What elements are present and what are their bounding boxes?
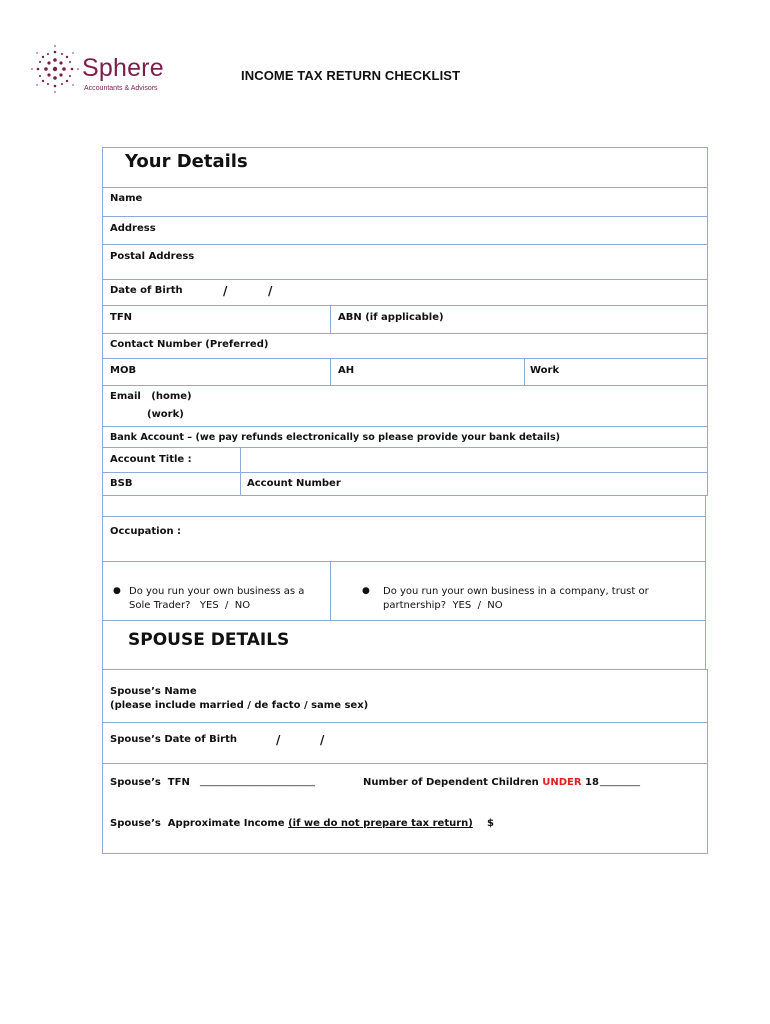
- company-answer: partnership? YES / NO: [383, 600, 503, 611]
- dependents-blank: ________: [600, 776, 640, 787]
- contact-label: Contact Number (Preferred): [110, 339, 269, 350]
- tfn-label: TFN: [110, 312, 133, 323]
- ah-label: AH: [338, 365, 355, 376]
- mob-label: MOB: [110, 365, 137, 376]
- spouse-dob-label: Spouse’s Date of Birth: [110, 734, 237, 745]
- page-title: INCOME TAX RETURN CHECKLIST: [241, 68, 461, 83]
- account-title-label: Account Title :: [110, 454, 192, 465]
- spouse-details-heading: SPOUSE DETAILS: [128, 630, 290, 650]
- postal-address-label: Postal Address: [110, 251, 195, 262]
- spouse-tfn-label: Spouse’s TFN: [110, 777, 190, 788]
- sphere-dots-icon: [30, 44, 80, 94]
- dependents-age: 18: [581, 777, 599, 788]
- dob-separator: /: [320, 733, 325, 747]
- bullet-icon: ●: [362, 586, 370, 596]
- spouse-name-label: Spouse’s Name: [110, 686, 197, 697]
- spouse-income-label: [110, 818, 473, 829]
- email-work-label: (work): [147, 409, 184, 420]
- sole-trader-answer: Sole Trader? YES / NO: [129, 600, 251, 611]
- dob-label: Date of Birth: [110, 285, 183, 296]
- spouse-name-note: (please include married / de facto / same sex): [110, 700, 369, 711]
- logo-tagline: Accountants & Advisors: [84, 85, 158, 92]
- dependent-children-label: [363, 777, 599, 788]
- sphere-logo: [30, 44, 190, 100]
- dob-separator: /: [268, 284, 273, 298]
- company-question: Do you run your own business in a company, trust or: [383, 586, 649, 597]
- spouse-tfn-blank: _______________________: [200, 776, 315, 787]
- logo-brand: Sphere: [82, 54, 164, 82]
- work-label: Work: [530, 365, 560, 376]
- income-condition: (if we do not prepare tax return): [288, 818, 473, 829]
- under-highlight: UNDER: [542, 777, 582, 788]
- bsb-label: BSB: [110, 478, 133, 489]
- bullet-icon: ●: [113, 586, 121, 596]
- email-home-label: Email (home): [110, 391, 192, 402]
- bank-account-label: Bank Account – (we pay refunds electronically so please provide your bank details): [110, 432, 561, 443]
- name-label: Name: [110, 193, 143, 204]
- dob-separator: /: [276, 733, 281, 747]
- dob-separator: /: [223, 284, 228, 298]
- abn-label: ABN (if applicable): [338, 312, 444, 323]
- occupation-section: [102, 495, 706, 562]
- income-text: Spouse’s Approximate Income: [110, 818, 289, 829]
- dependents-text: Number of Dependent Children: [363, 777, 543, 788]
- dollar-symbol: $: [487, 818, 494, 829]
- occupation-label: Occupation :: [110, 526, 182, 537]
- sole-trader-question: Do you run your own business as a: [129, 586, 305, 597]
- address-label: Address: [110, 223, 156, 234]
- account-number-label: Account Number: [247, 478, 341, 489]
- your-details-heading: Your Details: [125, 151, 248, 172]
